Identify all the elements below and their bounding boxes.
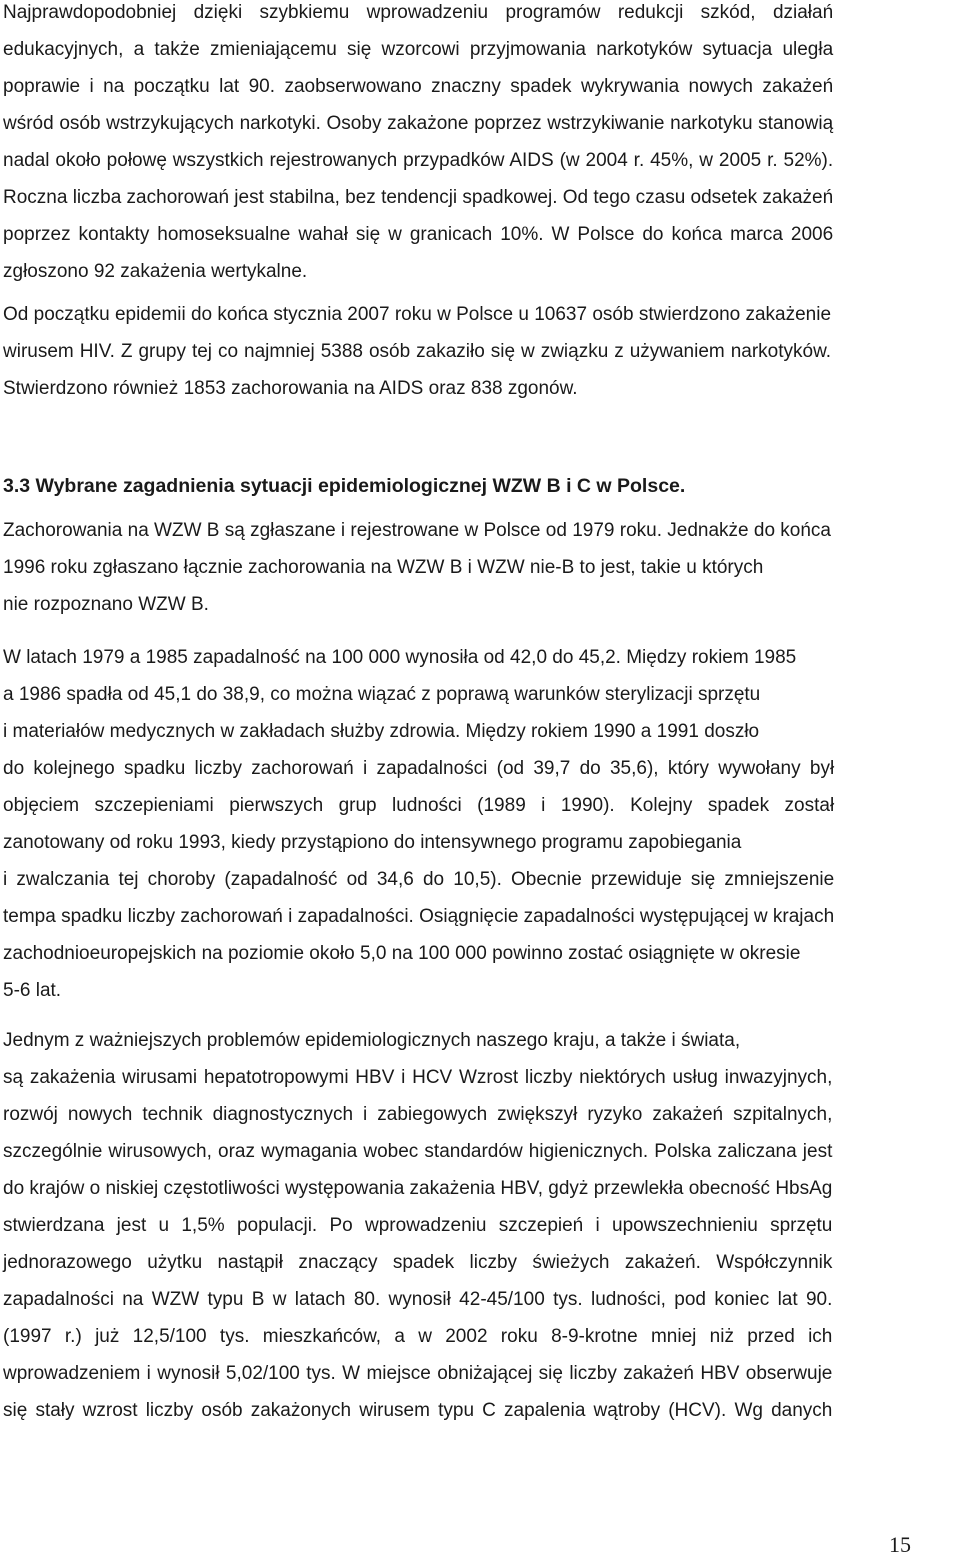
- text-line: zapadalności na WZW typu B w latach 80. wynosił 42-45/100 tys. ludności, pod koniec lat 90.: [3, 1289, 833, 1310]
- text-line: do kolejnego spadku liczby zachorowań i zapadalności (od 39,7 do 35,6), który wywołany był: [3, 758, 835, 779]
- paragraph-wzw-b-incidence: [3, 639, 834, 1009]
- text-line: do krajów o niskiej częstotliwości występowania zakażenia HBV, gdyż przewlekła obecność HbsAg: [3, 1178, 833, 1199]
- text-line: i zwalczania tej choroby (zapadalność od 34,6 do 10,5). Obecnie przewiduje się zmniejszenie: [3, 869, 835, 890]
- text-line: 5-6 lat.: [3, 980, 62, 1001]
- text-line: zgłoszono 92 zakażenia wertykalne.: [3, 261, 308, 282]
- text-line: Od początku epidemii do końca stycznia 2007 roku w Polsce u 10637 osób stwierdzono zakażenie: [3, 304, 832, 325]
- text-line: 1996 roku zgłaszano łącznie zachorowania na WZW B i WZW nie-B to jest, takie u których: [3, 557, 764, 578]
- page-number: 15: [889, 1532, 911, 1557]
- paragraph-hbv-hcv: [3, 1022, 832, 1429]
- text-line: tempa spadku liczby zachorowań i zapadalności. Osiągnięcie zapadalności występującej w krajach: [3, 906, 835, 927]
- text-line: jednorazowego użytku nastąpił znaczący spadek liczby świeżych zakażeń. Współczynnik: [3, 1252, 833, 1273]
- text-line: stwierdzana jest u 1,5% populacji. Po wprowadzeniu szczepień i upowszechnieniu sprzętu: [3, 1215, 833, 1236]
- text-line: rozwój nowych technik diagnostycznych i zabiegowych zwiększył ryzyko zakażeń szpitalnych,: [3, 1104, 833, 1125]
- text-line: Najprawdopodobniej dzięki szybkiemu wprowadzeniu programów redukcji szkód, działań: [3, 2, 834, 23]
- text-line: Jednym z ważniejszych problemów epidemiologicznych naszego kraju, a także i świata,: [3, 1030, 741, 1051]
- text-line: są zakażenia wirusami hepatotropowymi HBV i HCV Wzrost liczby niektórych usług inwazyjnych,: [3, 1067, 833, 1088]
- text-line: wirusem HIV. Z grupy tej co najmniej 5388 osób zakaziło się w związku z używaniem narkotyków.: [3, 341, 832, 362]
- text-line: Zachorowania na WZW B są zgłaszane i rejestrowane w Polsce od 1979 roku. Jednakże do końca: [3, 520, 831, 541]
- text-line: Stwierdzono również 1853 zachorowania na AIDS oraz 838 zgonów.: [3, 378, 578, 399]
- paragraph-hiv-trends: [3, 0, 833, 290]
- text-line: zachodnioeuropejskich na poziomie około 5,0 na 100 000 powinno zostać osiągnięte w okresie: [3, 943, 801, 964]
- text-line: nadal około połowę wszystkich rejestrowanych przypadków AIDS (w 2004 r. 45%, w 2005 r. 52%).: [3, 150, 834, 171]
- text-line: się stały wzrost liczby osób zakażonych wirusem typu C zapalenia wątroby (HCV). Wg danych: [3, 1400, 833, 1421]
- text-line: i materiałów medycznych w zakładach służby zdrowia. Między rokiem 1990 a 1991 doszło: [3, 721, 760, 742]
- paragraph-wzw-b-registration: [3, 512, 831, 623]
- text-line: Roczna liczba zachorowań jest stabilna, bez tendencji spadkowej. Od tego czasu odsetek zakażeń: [3, 187, 834, 208]
- text-line: W latach 1979 a 1985 zapadalność na 100 000 wynosiła od 42,0 do 45,2. Między rokiem 1985: [3, 647, 797, 668]
- text-line: edukacyjnych, a także zmieniającemu się wzorcowi przyjmowania narkotyków sytuacja uległa: [3, 39, 834, 60]
- text-line: wśród osób wstrzykujących narkotyki. Osoby zakażone poprzez wstrzykiwanie narkotyku stanowią: [3, 113, 834, 134]
- text-line: wprowadzeniem i wynosił 5,02/100 tys. W miejsce obniżającej się liczby zakażeń HBV obserwuje: [3, 1363, 833, 1384]
- text-line: nie rozpoznano WZW B.: [3, 594, 209, 615]
- text-line: szczególnie wirusowych, oraz wymagania wobec standardów higienicznych. Polska zaliczana jest: [3, 1141, 833, 1162]
- section-heading: 3.3 Wybrane zagadnienia sytuacji epidemiologicznej WZW B i C w Polsce.: [3, 475, 686, 497]
- text-line: objęciem szczepieniami pierwszych grup ludności (1989 i 1990). Kolejny spadek został: [3, 795, 835, 816]
- paragraph-hiv-totals: [3, 296, 831, 407]
- text-line: zanotowany od roku 1993, kiedy przystąpiono do intensywnego programu zapobiegania: [3, 832, 742, 853]
- text-line: a 1986 spadła od 45,1 do 38,9, co można wiązać z poprawą warunków sterylizacji sprzętu: [3, 684, 761, 705]
- text-line: poprzez kontakty homoseksualne wahał się w granicach 10%. W Polsce do końca marca 2006: [3, 224, 834, 245]
- text-line: poprawie i na początku lat 90. zaobserwowano znaczny spadek wykrywania nowych zakażeń: [3, 76, 834, 97]
- text-line: (1997 r.) już 12,5/100 tys. mieszkańców, a w 2002 roku 8-9-krotne mniej niż przed ich: [3, 1326, 833, 1347]
